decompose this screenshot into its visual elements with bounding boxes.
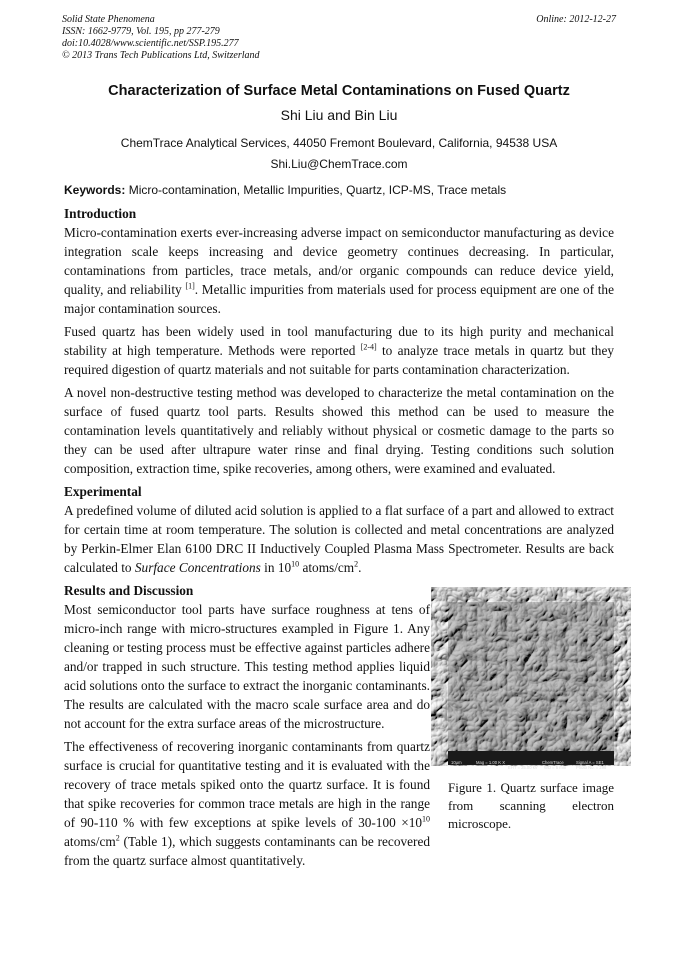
section-heading-introduction: Introduction — [64, 206, 137, 221]
superscript: 2 — [115, 833, 120, 843]
text-run: (Table 1), which suggests contaminants can be recovered from the quartz surface almost quantitatively. — [64, 834, 430, 868]
author-email[interactable]: Shi.Liu@ChemTrace.com — [270, 157, 408, 171]
keywords — [64, 183, 624, 197]
paper-affiliation: ChemTrace Analytical Services, 44050 Fremont Boulevard, California, 94538 USA — [120, 136, 558, 150]
text-run: to analyze trace metals in quartz but they required digestion of quartz materials and not suitable for parts contamination characterization. — [64, 343, 614, 377]
text-run: Fused quartz has been widely used in tool manufacturing due to its high purity and mechanical stability at high temperature. Methods were reported — [64, 324, 614, 358]
italic-term: Surface Concentrations — [134, 560, 261, 575]
sem-mag: Mag = 1.00 K X — [476, 760, 505, 765]
citation-ref: [2-4] — [360, 342, 377, 352]
text-run: . Metallic impurities from materials used for process equipment are one of the major contamination sources. — [64, 282, 614, 316]
superscript: 2 — [354, 559, 359, 569]
intro-paragraph-2 — [64, 322, 614, 379]
intro-paragraph-1 — [64, 223, 614, 318]
section-heading-experimental: Experimental — [64, 484, 142, 499]
journal-issn: ISSN: 1662-9779, Vol. 195, pp 277-279 — [62, 26, 220, 37]
citation-ref: [1] — [185, 281, 195, 291]
superscript: 10 — [291, 559, 300, 569]
figure-caption: Figure 1. Quartz surface image from scanning electron microscope. — [448, 780, 614, 831]
text-run: Micro-contamination exerts ever-increasing adverse impact on semiconductor manufacturing as device integration scale keeps increasing and device geometry continues decreasing. In particular, contaminations from particles, trace metals, and/or organic compounds can reduce device yield, quality, and reliability — [64, 225, 614, 297]
results-flow — [64, 600, 614, 870]
results-paragraph-1: Most semiconductor tool parts have surface roughness at tens of micro-inch range with micro-structures exampled in Figure 1. Any cleaning or testing process must be effective against particles adhere and/or trapped in such structure. This testing method applies liquid acid solutions onto the surface to extract the inorganic contaminants. The results are calculated with the macro scale surface area and do not account for the extra surface areas of the microstructure. — [64, 602, 430, 731]
journal-header — [62, 14, 260, 62]
sem-signal: Signal A = SE1 — [576, 760, 604, 765]
journal-name: Solid State Phenomena — [62, 14, 155, 25]
text-run: atoms/cm — [64, 834, 116, 849]
article-body — [64, 204, 614, 874]
text-run: A predefined volume of diluted acid solution is applied to a flat surface of a part and allowed to extract for certain time at room temperature. The solution is collected and metal concentrations are analyzed by Perkin-Elmer Elan 6100 DRC II Inductively Coupled Plasma Mass Spectrometer. Results are back calculated to — [64, 503, 614, 575]
keywords-label: Keywords: — [64, 183, 126, 197]
text-run: . — [358, 560, 362, 575]
figure-1 — [448, 602, 614, 833]
online-date: Online: 2012-12-27 — [536, 14, 616, 25]
paper-title: Characterization of Surface Metal Contaminations on Fused Quartz — [108, 83, 570, 99]
journal-copyright: © 2013 Trans Tech Publications Ltd, Switzerland — [62, 50, 260, 61]
text-run: in 10 — [260, 560, 292, 575]
text-run: atoms/cm — [299, 560, 355, 575]
journal-doi: doi:10.4028/www.scientific.net/SSP.195.277 — [62, 38, 239, 49]
text-run: The effectiveness of recovering inorganic contaminants from quartz surface is crucial for quantitative testing and it is evaluated with the recovery of trace metals spiked onto the quartz surface. It is found that spike recoveries for common trace metals are high in the range of 90-110 % with few exceptions at spike levels of 30-100 ×10 — [64, 739, 430, 830]
sem-image — [448, 602, 614, 770]
sem-logo: ChemTrace — [542, 760, 564, 765]
sem-info-bar — [448, 751, 614, 770]
section-heading-results: Results and Discussion — [64, 583, 194, 598]
superscript: 10 — [422, 814, 430, 824]
sem-wd: WD = 5 mm — [544, 765, 567, 770]
sem-scale-label: 10μm — [451, 760, 462, 765]
sem-eht: EHT = 25.00 kV — [508, 765, 538, 770]
experimental-paragraph — [64, 501, 614, 577]
intro-paragraph-3: A novel non-destructive testing method was developed to characterize the metal contamination on the surface of fused quartz tool parts. Results showed this method can be used to measure the contamination levels quantitatively and reliably without physical or cosmetic damage to the parts so they can be used after ultrapure water rinse and final drying. Testing conditions such solution composition, extraction time, spike recoveries, among others, were examined and evaluated. — [64, 385, 614, 476]
sem-photo: Photo No. = 298 — [576, 765, 607, 770]
sem-surface-texture — [448, 602, 614, 751]
keywords-text: Micro-contamination, Metallic Impurities, Quartz, ICP-MS, Trace metals — [128, 183, 507, 197]
paper-authors: Shi Liu and Bin Liu — [280, 107, 398, 123]
